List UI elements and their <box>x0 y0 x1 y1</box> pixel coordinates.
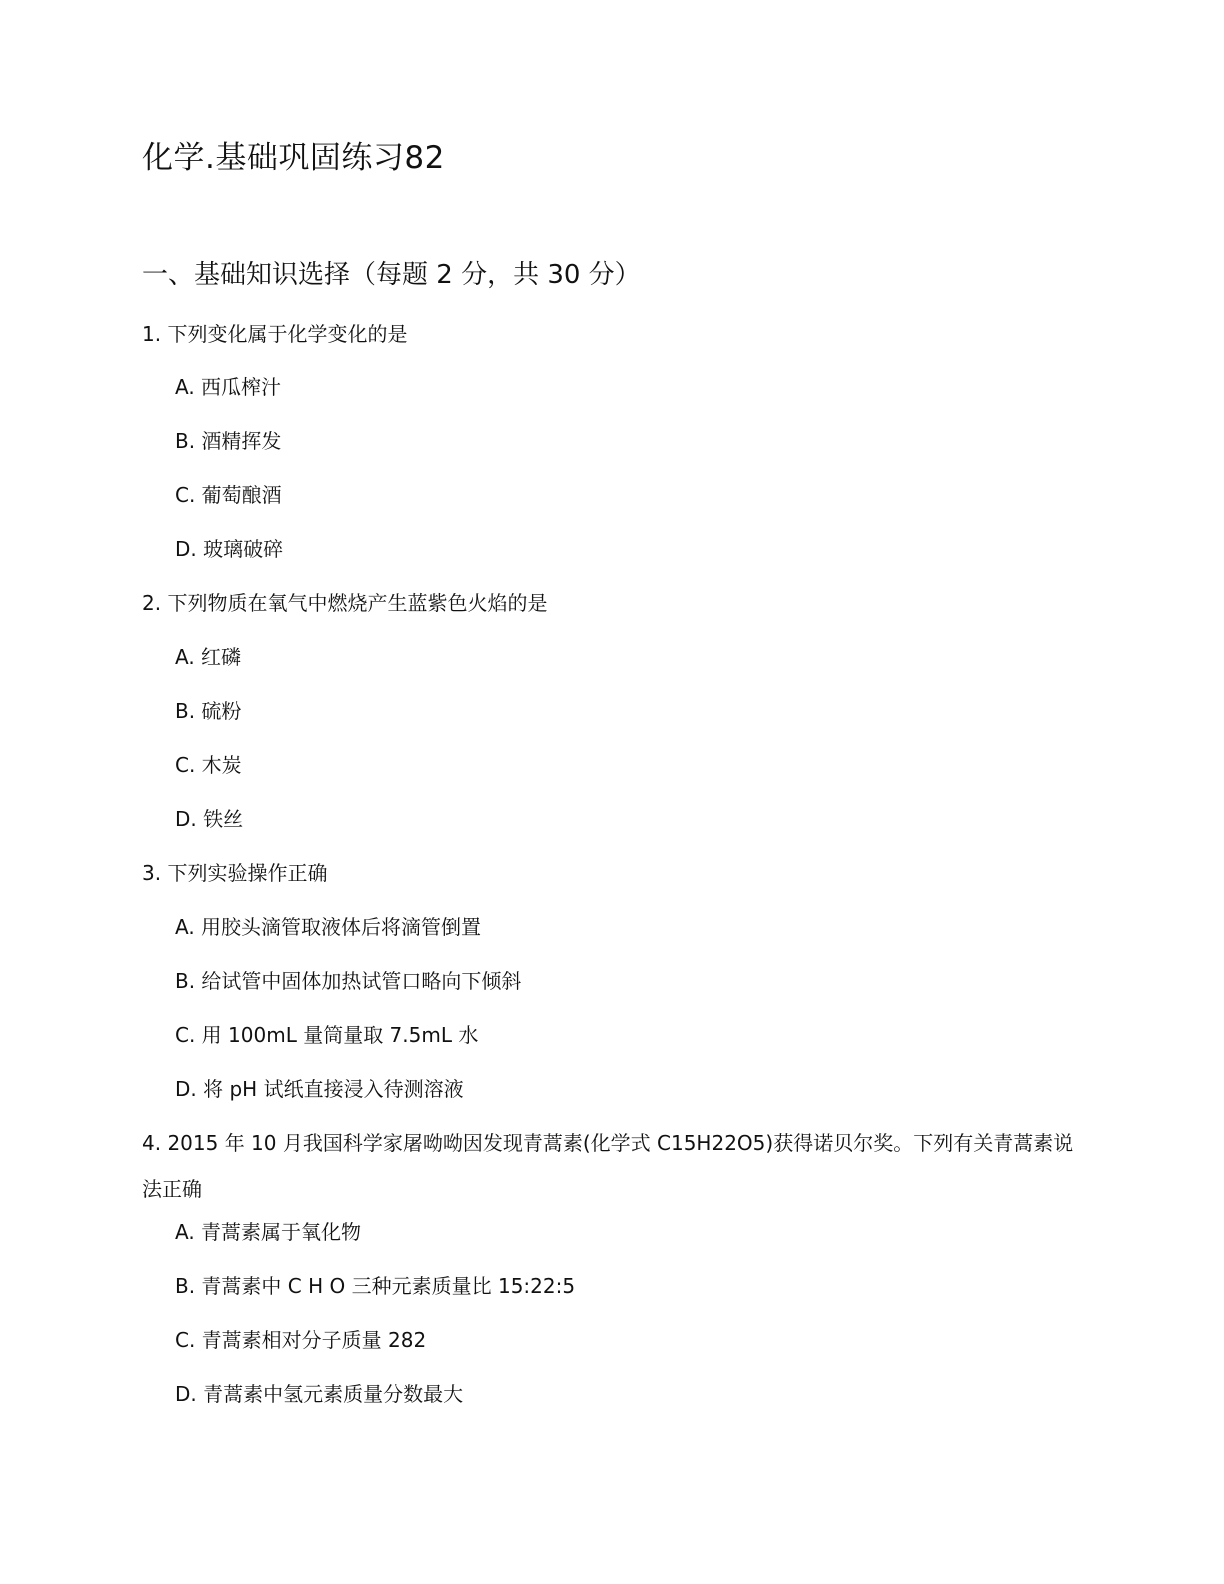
document-title: 化学.基础巩固练习82 <box>142 140 445 176</box>
question-4-option-d: D. 青蒿素中氢元素质量分数最大 <box>175 1382 464 1406</box>
question-2-option-d: D. 铁丝 <box>175 807 244 831</box>
question-3-stem: 3. 下列实验操作正确 <box>142 861 328 885</box>
question-3-option-d: D. 将 pH 试纸直接浸入待测溶液 <box>175 1077 464 1101</box>
question-4-stem: 4. 2015 年 10 月我国科学家屠呦呦因发现青蒿素(化学式 C15H22O5)获得诺贝尔奖。下列有关青蒿素说法正确 <box>142 1131 1074 1201</box>
section-heading: 一、基础知识选择（每题 2 分，共 30 分） <box>142 260 641 290</box>
question-4-option-a: A. 青蒿素属于氧化物 <box>175 1220 362 1244</box>
question-1-option-b: B. 酒精挥发 <box>175 429 282 453</box>
question-2-option-a: A. 红磷 <box>175 645 242 669</box>
question-3-option-a: A. 用胶头滴管取液体后将滴管倒置 <box>175 915 482 939</box>
question-1-option-d: D. 玻璃破碎 <box>175 537 284 561</box>
question-1-option-c: C. 葡萄酿酒 <box>175 483 282 507</box>
question-2-option-b: B. 硫粉 <box>175 699 242 723</box>
question-2-option-c: C. 木炭 <box>175 753 242 777</box>
question-1-option-a: A. 西瓜榨汁 <box>175 375 282 399</box>
question-3-option-c: C. 用 100mL 量筒量取 7.5mL 水 <box>175 1023 479 1047</box>
question-3-option-b: B. 给试管中固体加热试管口略向下倾斜 <box>175 969 522 993</box>
question-2-stem: 2. 下列物质在氧气中燃烧产生蓝紫色火焰的是 <box>142 591 548 615</box>
question-4-option-b: B. 青蒿素中 C H O 三种元素质量比 15:22:5 <box>175 1274 576 1298</box>
question-4-option-c: C. 青蒿素相对分子质量 282 <box>175 1328 427 1352</box>
question-1-stem: 1. 下列变化属于化学变化的是 <box>142 322 408 346</box>
